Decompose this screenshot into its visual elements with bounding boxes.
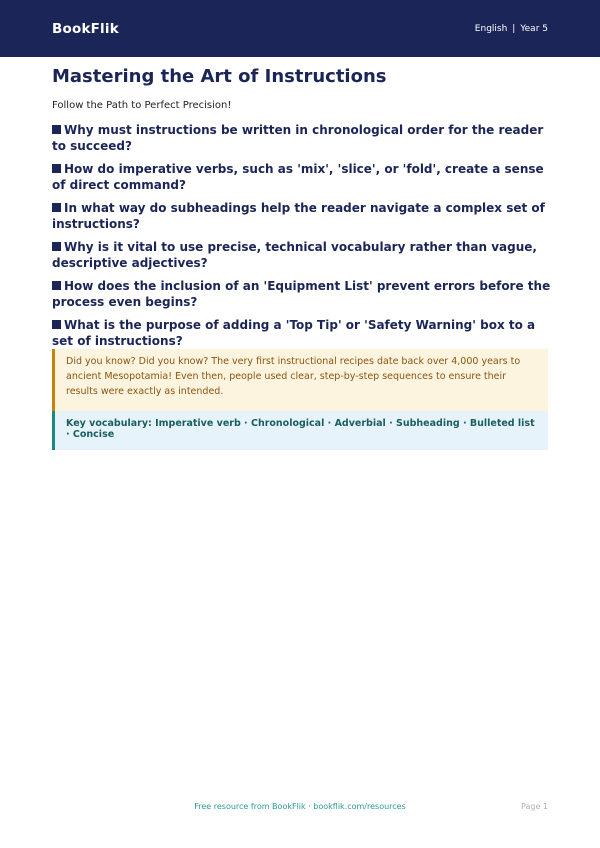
brand-logo[interactable]: BookFlik [52,20,119,37]
did-you-know-box [52,349,548,411]
page-subtitle: Follow the Path to Perfect Precision! [52,100,232,111]
square-bullet-icon [52,125,61,134]
question-text: How does the inclusion of an 'Equipment List' prevent errors before the process even begins? [52,279,551,309]
question-item [52,239,552,271]
question-item [52,317,552,349]
key-vocabulary-box [52,411,548,450]
page-footer [0,802,600,816]
question-text: In what way do subheadings help the reader navigate a complex set of instructions? [52,201,545,231]
header-bar [0,0,600,57]
fact-text: Did you know? Did you know? The very first instructional recipes date back over 4,000 years to ancient Mesopotamia! Even then, people used clear, step-by-step sequences to ensure their results were exactly as intended. [66,356,521,397]
question-list [52,122,552,356]
meta-separator: | [512,23,516,34]
question-item [52,278,552,310]
header-meta [475,24,548,34]
question-text: Why is it vital to use precise, technical vocabulary rather than vague, descriptive adjectives? [52,240,537,270]
question-text: Why must instructions be written in chronological order for the reader to succeed? [52,123,544,153]
question-item [52,122,552,154]
page-number: Page 1 [521,802,548,811]
page-title: Mastering the Art of Instructions [52,66,387,87]
square-bullet-icon [52,320,61,329]
square-bullet-icon [52,164,61,173]
square-bullet-icon [52,242,61,251]
subject-label: English [474,23,508,34]
question-item [52,161,552,193]
year-label: Year 5 [520,23,548,34]
question-item [52,200,552,232]
question-text: What is the purpose of adding a 'Top Tip' or 'Safety Warning' box to a set of instructions? [52,318,536,348]
footer-credit-link[interactable]: Free resource from BookFlik · bookflik.com/resources [194,802,406,811]
question-text: How do imperative verbs, such as 'mix', 'slice', or 'fold', create a sense of direct command? [52,162,544,192]
vocab-text: Key vocabulary: Imperative verb · Chronological · Adverbial · Subheading · Bulleted list · Concise [66,418,535,440]
square-bullet-icon [52,203,61,212]
square-bullet-icon [52,281,61,290]
